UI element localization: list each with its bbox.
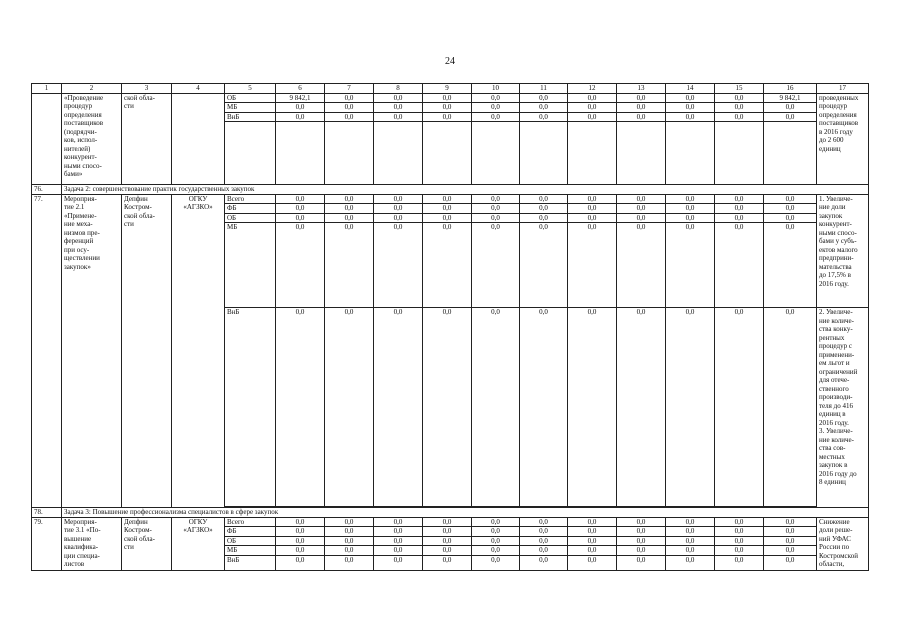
funding-source-cell: ВнБ — [225, 308, 276, 507]
value-cell: 0,0 — [472, 527, 520, 537]
value-cell: 0,0 — [666, 103, 715, 113]
value-cell: 0,0 — [423, 213, 472, 223]
activity-name-cell: «Проведение процедур определения поставщиков (подрядчи- ков, испол- нителей) конкурент- ными спосо- бами» — [62, 93, 122, 185]
value-cell: 0,0 — [617, 204, 666, 214]
empty-cell — [617, 122, 666, 185]
value-cell: 0,0 — [764, 194, 817, 204]
funding-source-cell: ФБ — [225, 204, 276, 214]
value-cell: 0,0 — [666, 93, 715, 103]
value-cell: 0,0 — [617, 194, 666, 204]
value-cell: 0,0 — [666, 546, 715, 556]
value-cell: 0,0 — [520, 103, 568, 113]
value-cell: 0,0 — [764, 213, 817, 223]
value-cell: 0,0 — [568, 555, 617, 570]
value-cell: 0,0 — [715, 308, 764, 507]
value-cell: 0,0 — [325, 517, 374, 527]
value-cell: 0,0 — [715, 223, 764, 308]
table-row — [32, 194, 869, 204]
task-title-cell: Задача 3: Повышение профессионализма специалистов в сфере закупок — [62, 508, 869, 518]
value-cell: 0,0 — [715, 112, 764, 122]
value-cell: 0,0 — [568, 213, 617, 223]
value-cell: 0,0 — [617, 213, 666, 223]
value-cell: 0,0 — [520, 223, 568, 308]
result-cell: 1. Увеличе- ние доли закупок конкурент- ными спосо- бами у субъ- ектов малого предприни- мательства до 17,5% в 2016 году. — [817, 194, 869, 308]
value-cell: 0,0 — [374, 223, 423, 308]
result-cell: проведенных процедур определения поставщиков в 2016 году до 2 600 единиц — [817, 93, 869, 185]
value-cell: 0,0 — [374, 93, 423, 103]
value-cell: 0,0 — [423, 517, 472, 527]
value-cell: 0,0 — [520, 93, 568, 103]
value-cell: 0,0 — [568, 536, 617, 546]
header-cell: 6 — [276, 84, 325, 94]
task-row — [32, 185, 869, 195]
header-cell: 1 — [32, 84, 62, 94]
value-cell: 0,0 — [472, 223, 520, 308]
task-title-cell: Задача 2: совершенствование практик государственных закупок — [62, 185, 869, 195]
value-cell: 0,0 — [423, 527, 472, 537]
value-cell: 0,0 — [374, 517, 423, 527]
value-cell: 0,0 — [325, 213, 374, 223]
funding-source-cell: ОБ — [225, 93, 276, 103]
header-cell: 11 — [520, 84, 568, 94]
empty-cell — [715, 122, 764, 185]
value-cell: 0,0 — [276, 223, 325, 308]
value-cell: 0,0 — [715, 93, 764, 103]
value-cell: 0,0 — [520, 112, 568, 122]
value-cell: 0,0 — [276, 308, 325, 507]
organization-cell — [172, 93, 225, 185]
value-cell: 0,0 — [617, 536, 666, 546]
value-cell: 0,0 — [666, 213, 715, 223]
funding-source-cell: ОБ — [225, 536, 276, 546]
value-cell: 0,0 — [325, 194, 374, 204]
value-cell: 0,0 — [423, 536, 472, 546]
value-cell: 0,0 — [568, 194, 617, 204]
value-cell: 0,0 — [325, 308, 374, 507]
value-cell: 0,0 — [764, 546, 817, 556]
empty-cell — [568, 122, 617, 185]
value-cell: 0,0 — [764, 204, 817, 214]
value-cell: 0,0 — [325, 103, 374, 113]
value-cell: 0,0 — [764, 555, 817, 570]
value-cell: 0,0 — [472, 204, 520, 214]
page-number: 24 — [445, 56, 455, 67]
value-cell: 0,0 — [617, 93, 666, 103]
value-cell: 0,0 — [617, 555, 666, 570]
value-cell: 0,0 — [568, 103, 617, 113]
value-cell: 0,0 — [666, 204, 715, 214]
result-cell: 2. Увеличе- ние количе- ства конку- рентных процедур с применени- ем льгот и ограничений для отече- ственного производи- теля до 416 единиц в 2016 году. 3. Увеличе- ние количе- ства сов- местных закупок в 2016 году до 8 единиц — [817, 308, 869, 508]
value-cell: 0,0 — [617, 103, 666, 113]
header-cell: 2 — [62, 84, 122, 94]
value-cell: 0,0 — [666, 194, 715, 204]
empty-cell — [276, 122, 325, 185]
value-cell: 0,0 — [472, 555, 520, 570]
value-cell: 0,0 — [715, 555, 764, 570]
value-cell: 0,0 — [715, 527, 764, 537]
header-cell: 9 — [423, 84, 472, 94]
value-cell: 0,0 — [568, 308, 617, 507]
value-cell: 0,0 — [520, 536, 568, 546]
funding-source-cell: ФБ — [225, 527, 276, 537]
funding-source-cell: МБ — [225, 223, 276, 308]
value-cell: 0,0 — [617, 517, 666, 527]
value-cell: 0,0 — [423, 555, 472, 570]
value-cell: 0,0 — [715, 103, 764, 113]
empty-cell — [520, 122, 568, 185]
value-cell: 0,0 — [715, 204, 764, 214]
value-cell: 0,0 — [374, 546, 423, 556]
value-cell: 0,0 — [764, 517, 817, 527]
executor-cell: Депфин Костром- ской обла- сти — [122, 194, 172, 508]
value-cell: 0,0 — [715, 546, 764, 556]
value-cell: 9 842,1 — [276, 93, 325, 103]
empty-cell — [225, 122, 276, 185]
value-cell: 0,0 — [715, 536, 764, 546]
result-cell: Снижение доли реше- ний УФАС России по Костромской области, — [817, 517, 869, 570]
value-cell: 0,0 — [472, 546, 520, 556]
row-number-cell: 78. — [32, 508, 62, 518]
value-cell: 0,0 — [276, 546, 325, 556]
value-cell: 0,0 — [520, 517, 568, 527]
value-cell: 0,0 — [423, 546, 472, 556]
header-cell: 4 — [172, 84, 225, 94]
value-cell: 0,0 — [520, 546, 568, 556]
value-cell: 0,0 — [374, 103, 423, 113]
value-cell: 0,0 — [666, 112, 715, 122]
value-cell: 0,0 — [520, 213, 568, 223]
value-cell: 0,0 — [423, 112, 472, 122]
empty-cell — [472, 122, 520, 185]
value-cell: 0,0 — [568, 517, 617, 527]
value-cell: 0,0 — [764, 223, 817, 308]
value-cell: 0,0 — [715, 194, 764, 204]
value-cell: 0,0 — [374, 527, 423, 537]
value-cell: 0,0 — [276, 204, 325, 214]
row-number-cell — [32, 93, 62, 185]
value-cell: 0,0 — [325, 93, 374, 103]
value-cell: 0,0 — [325, 223, 374, 308]
value-cell: 0,0 — [423, 308, 472, 507]
value-cell: 0,0 — [617, 223, 666, 308]
value-cell: 0,0 — [423, 204, 472, 214]
funding-source-cell: ВнБ — [225, 555, 276, 570]
value-cell: 9 842,1 — [764, 93, 817, 103]
value-cell: 0,0 — [568, 204, 617, 214]
value-cell: 0,0 — [617, 308, 666, 507]
value-cell: 0,0 — [666, 223, 715, 308]
organization-cell: ОГКУ «АГЗКО» — [172, 194, 225, 508]
value-cell: 0,0 — [374, 308, 423, 507]
value-cell: 0,0 — [715, 517, 764, 527]
header-cell: 17 — [817, 84, 869, 94]
value-cell: 0,0 — [374, 213, 423, 223]
value-cell: 0,0 — [666, 555, 715, 570]
value-cell: 0,0 — [472, 103, 520, 113]
value-cell: 0,0 — [764, 527, 817, 537]
table-row — [32, 517, 869, 527]
value-cell: 0,0 — [666, 536, 715, 546]
value-cell: 0,0 — [568, 112, 617, 122]
value-cell: 0,0 — [472, 536, 520, 546]
executor-cell: Депфин Костром- ской обла- сти — [122, 517, 172, 570]
value-cell: 0,0 — [568, 546, 617, 556]
header-cell: 16 — [764, 84, 817, 94]
header-cell: 8 — [374, 84, 423, 94]
header-row — [32, 84, 869, 94]
empty-cell — [666, 122, 715, 185]
value-cell: 0,0 — [617, 112, 666, 122]
value-cell: 0,0 — [374, 555, 423, 570]
value-cell: 0,0 — [764, 112, 817, 122]
value-cell: 0,0 — [715, 213, 764, 223]
header-cell: 14 — [666, 84, 715, 94]
value-cell: 0,0 — [374, 194, 423, 204]
funding-source-cell: ВнБ — [225, 112, 276, 122]
header-cell: 15 — [715, 84, 764, 94]
value-cell: 0,0 — [276, 527, 325, 537]
value-cell: 0,0 — [520, 204, 568, 214]
value-cell: 0,0 — [276, 517, 325, 527]
value-cell: 0,0 — [764, 308, 817, 507]
task-row — [32, 508, 869, 518]
funding-source-cell: МБ — [225, 546, 276, 556]
empty-cell — [374, 122, 423, 185]
value-cell: 0,0 — [423, 103, 472, 113]
value-cell: 0,0 — [472, 93, 520, 103]
value-cell: 0,0 — [568, 527, 617, 537]
header-cell: 10 — [472, 84, 520, 94]
value-cell: 0,0 — [325, 112, 374, 122]
value-cell: 0,0 — [325, 536, 374, 546]
value-cell: 0,0 — [764, 536, 817, 546]
header-cell: 13 — [617, 84, 666, 94]
value-cell: 0,0 — [423, 223, 472, 308]
value-cell: 0,0 — [472, 308, 520, 507]
value-cell: 0,0 — [325, 555, 374, 570]
header-cell: 5 — [225, 84, 276, 94]
value-cell: 0,0 — [666, 527, 715, 537]
value-cell: 0,0 — [276, 555, 325, 570]
budget-table — [31, 83, 869, 571]
value-cell: 0,0 — [325, 527, 374, 537]
organization-cell: ОГКУ «АГЗКО» — [172, 517, 225, 570]
value-cell: 0,0 — [325, 204, 374, 214]
value-cell: 0,0 — [764, 103, 817, 113]
value-cell: 0,0 — [472, 213, 520, 223]
executor-cell: ской обла- сти — [122, 93, 172, 185]
funding-source-cell: ОБ — [225, 213, 276, 223]
empty-cell — [325, 122, 374, 185]
value-cell: 0,0 — [617, 546, 666, 556]
value-cell: 0,0 — [520, 555, 568, 570]
table-row — [32, 93, 869, 103]
value-cell: 0,0 — [276, 112, 325, 122]
value-cell: 0,0 — [666, 308, 715, 507]
value-cell: 0,0 — [568, 93, 617, 103]
value-cell: 0,0 — [374, 112, 423, 122]
value-cell: 0,0 — [520, 308, 568, 507]
value-cell: 0,0 — [617, 527, 666, 537]
funding-source-cell: МБ — [225, 103, 276, 113]
row-number-cell: 77. — [32, 194, 62, 508]
empty-cell — [423, 122, 472, 185]
header-cell: 12 — [568, 84, 617, 94]
value-cell: 0,0 — [520, 194, 568, 204]
row-number-cell: 79. — [32, 517, 62, 570]
value-cell: 0,0 — [374, 536, 423, 546]
value-cell: 0,0 — [423, 194, 472, 204]
header-cell: 7 — [325, 84, 374, 94]
value-cell: 0,0 — [472, 517, 520, 527]
activity-name-cell: Мероприя- тие 2.1 «Примене- ние меха- низмов пре- ференций при осу- ществлении закупок» — [62, 194, 122, 508]
header-cell: 3 — [122, 84, 172, 94]
value-cell: 0,0 — [325, 546, 374, 556]
activity-name-cell: Мероприя- тие 3.1 «По- вышение квалифика- ции специа- листов — [62, 517, 122, 570]
value-cell: 0,0 — [666, 517, 715, 527]
funding-source-cell: Всего — [225, 194, 276, 204]
value-cell: 0,0 — [472, 112, 520, 122]
value-cell: 0,0 — [423, 93, 472, 103]
value-cell: 0,0 — [276, 194, 325, 204]
value-cell: 0,0 — [472, 194, 520, 204]
value-cell: 0,0 — [276, 213, 325, 223]
value-cell: 0,0 — [568, 223, 617, 308]
funding-source-cell: Всего — [225, 517, 276, 527]
row-number-cell: 76. — [32, 185, 62, 195]
value-cell: 0,0 — [276, 103, 325, 113]
value-cell: 0,0 — [276, 536, 325, 546]
empty-cell — [764, 122, 817, 185]
value-cell: 0,0 — [374, 204, 423, 214]
value-cell: 0,0 — [520, 527, 568, 537]
